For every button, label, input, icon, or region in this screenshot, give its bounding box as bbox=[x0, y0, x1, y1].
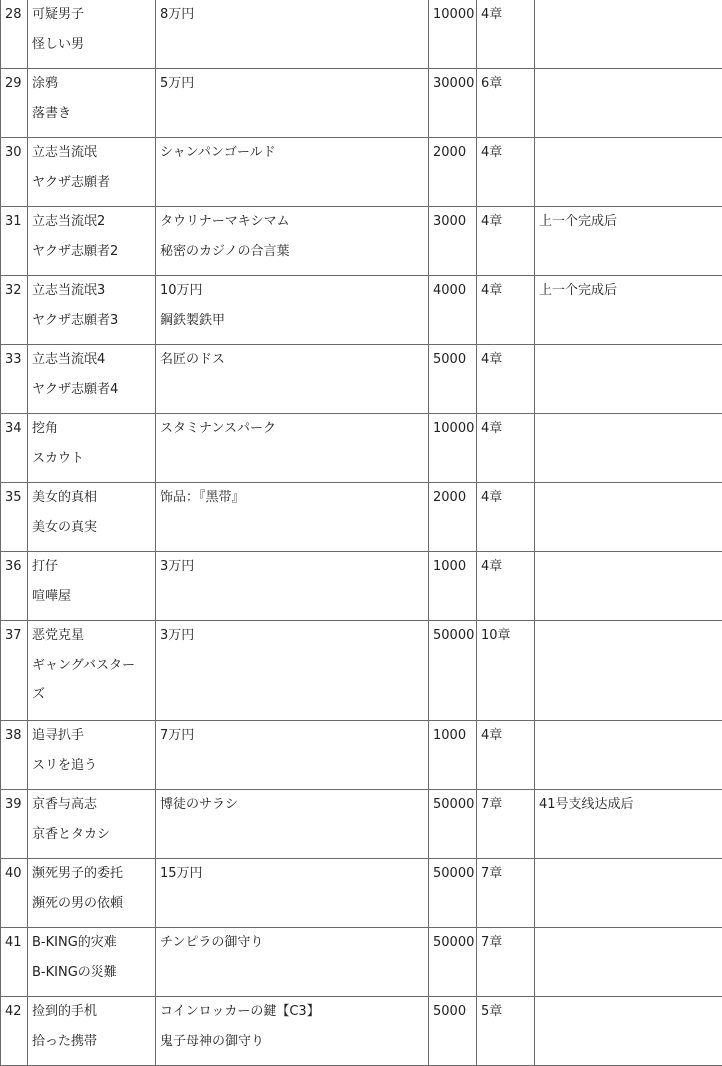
name-chinese: 追寻扒手 bbox=[32, 728, 85, 743]
reward-item: チンピラの御守り bbox=[160, 935, 264, 950]
cell-reward bbox=[156, 790, 429, 859]
name-japanese: 落書き bbox=[32, 105, 72, 121]
cell-note bbox=[535, 928, 722, 997]
substory-number: 41 bbox=[5, 935, 22, 950]
cell-note bbox=[535, 276, 722, 345]
cell-note bbox=[535, 621, 722, 721]
cell-number bbox=[1, 207, 28, 276]
cell-cost bbox=[429, 276, 477, 345]
name-japanese: 京香とタカシ bbox=[32, 826, 111, 842]
table-body bbox=[1, 0, 722, 1066]
table-row bbox=[1, 138, 722, 207]
chapter-value: 4章 bbox=[481, 421, 503, 436]
reward-item: 博徒のサラシ bbox=[160, 797, 239, 812]
name-chinese: 京香与高志 bbox=[32, 797, 98, 812]
cell-number bbox=[1, 928, 28, 997]
cost-value: 5000 bbox=[433, 352, 467, 367]
cost-value: 4000 bbox=[433, 283, 467, 298]
cell-cost bbox=[429, 790, 477, 859]
cell-chapter bbox=[477, 138, 535, 207]
table-row bbox=[1, 721, 722, 790]
name-japanese: ヤクザ志願者4 bbox=[32, 381, 119, 397]
name-japanese: ヤクザ志願者 bbox=[32, 174, 111, 190]
cell-note bbox=[535, 0, 722, 69]
table-row bbox=[1, 207, 722, 276]
name-chinese: 濒死男子的委托 bbox=[32, 866, 124, 881]
cell-note bbox=[535, 721, 722, 790]
cell-chapter bbox=[477, 345, 535, 414]
table-row bbox=[1, 483, 722, 552]
reward-item: 7万円 bbox=[160, 728, 195, 743]
table-row bbox=[1, 997, 722, 1066]
cell-note bbox=[535, 414, 722, 483]
chapter-value: 4章 bbox=[481, 7, 503, 22]
cell-note bbox=[535, 138, 722, 207]
cell-note bbox=[535, 207, 722, 276]
chapter-value: 7章 bbox=[481, 935, 503, 950]
cost-value: 30000 bbox=[433, 76, 475, 91]
reward-item: 15万円 bbox=[160, 866, 203, 881]
cost-value: 3000 bbox=[433, 214, 467, 229]
name-japanese: ズ bbox=[32, 687, 46, 702]
chapter-value: 4章 bbox=[481, 145, 503, 160]
cell-cost bbox=[429, 928, 477, 997]
reward-item: 秘密のカジノの合言葉 bbox=[160, 243, 290, 259]
substory-number: 39 bbox=[5, 797, 22, 812]
cell-reward bbox=[156, 276, 429, 345]
cost-value: 1000 bbox=[433, 728, 467, 743]
cell-chapter bbox=[477, 276, 535, 345]
cell-cost bbox=[429, 207, 477, 276]
chapter-value: 6章 bbox=[481, 76, 503, 91]
cell-number bbox=[1, 997, 28, 1066]
table-row bbox=[1, 621, 722, 721]
cell-reward bbox=[156, 997, 429, 1066]
name-chinese: 美女的真相 bbox=[32, 490, 98, 505]
cell-cost bbox=[429, 483, 477, 552]
name-japanese: 拾った携帯 bbox=[32, 1033, 98, 1049]
cell-note bbox=[535, 790, 722, 859]
chapter-value: 4章 bbox=[481, 490, 503, 505]
cost-value: 50000 bbox=[433, 866, 475, 881]
name-japanese: ギャングバスター bbox=[32, 657, 135, 673]
cell-chapter bbox=[477, 483, 535, 552]
cell-reward bbox=[156, 414, 429, 483]
cell-name bbox=[28, 69, 156, 138]
note-text: 上一个完成后 bbox=[539, 214, 618, 229]
cell-cost bbox=[429, 621, 477, 721]
cell-cost bbox=[429, 345, 477, 414]
cell-note bbox=[535, 483, 722, 552]
cell-reward bbox=[156, 621, 429, 721]
cell-note bbox=[535, 69, 722, 138]
cell-name bbox=[28, 621, 156, 721]
note-text: 上一个完成后 bbox=[539, 283, 618, 298]
cost-value: 1000 bbox=[433, 559, 467, 574]
substory-number: 35 bbox=[5, 490, 22, 505]
substory-number: 37 bbox=[5, 628, 22, 643]
name-chinese: 挖角 bbox=[32, 421, 59, 436]
cell-reward bbox=[156, 928, 429, 997]
table-row bbox=[1, 69, 722, 138]
note-text: 41号支线达成后 bbox=[539, 797, 634, 812]
cell-note bbox=[535, 997, 722, 1066]
cell-note bbox=[535, 345, 722, 414]
cell-chapter bbox=[477, 790, 535, 859]
name-japanese: ヤクザ志願者3 bbox=[32, 312, 119, 328]
cell-number bbox=[1, 138, 28, 207]
name-japanese: 美女の真実 bbox=[32, 519, 98, 535]
name-chinese: 打仔 bbox=[32, 559, 59, 574]
cell-name bbox=[28, 483, 156, 552]
cell-cost bbox=[429, 138, 477, 207]
cell-name bbox=[28, 138, 156, 207]
cell-number bbox=[1, 345, 28, 414]
reward-item: 3万円 bbox=[160, 559, 195, 574]
name-chinese: B-KING的灾难 bbox=[32, 935, 117, 950]
cell-cost bbox=[429, 997, 477, 1066]
substory-number: 42 bbox=[5, 1004, 22, 1019]
name-chinese: 立志当流氓3 bbox=[32, 283, 106, 298]
name-japanese: スリを追う bbox=[32, 757, 98, 773]
substory-number: 34 bbox=[5, 421, 22, 436]
cell-number bbox=[1, 0, 28, 69]
cell-reward bbox=[156, 69, 429, 138]
cell-chapter bbox=[477, 0, 535, 69]
cell-chapter bbox=[477, 928, 535, 997]
cell-name bbox=[28, 790, 156, 859]
cell-reward bbox=[156, 0, 429, 69]
name-japanese: ヤクザ志願者2 bbox=[32, 243, 119, 259]
table-row bbox=[1, 928, 722, 997]
chapter-value: 4章 bbox=[481, 559, 503, 574]
name-chinese: 涂鸦 bbox=[32, 76, 59, 91]
reward-item: シャンパンゴールド bbox=[160, 145, 276, 160]
cell-number bbox=[1, 790, 28, 859]
table-row bbox=[1, 0, 722, 69]
cell-name bbox=[28, 345, 156, 414]
substory-number: 33 bbox=[5, 352, 22, 367]
cost-value: 2000 bbox=[433, 145, 467, 160]
substory-number: 31 bbox=[5, 214, 22, 229]
substory-number: 28 bbox=[5, 7, 22, 22]
table-row bbox=[1, 345, 722, 414]
cost-value: 2000 bbox=[433, 490, 467, 505]
reward-item: 8万円 bbox=[160, 7, 195, 22]
cost-value: 50000 bbox=[433, 628, 475, 643]
substory-number: 40 bbox=[5, 866, 22, 881]
name-chinese: 立志当流氓 bbox=[32, 145, 98, 160]
cell-reward bbox=[156, 345, 429, 414]
cell-chapter bbox=[477, 414, 535, 483]
cell-cost bbox=[429, 414, 477, 483]
cell-number bbox=[1, 621, 28, 721]
cell-name bbox=[28, 721, 156, 790]
cell-name bbox=[28, 552, 156, 621]
cost-value: 50000 bbox=[433, 797, 475, 812]
substory-number: 29 bbox=[5, 76, 22, 91]
cell-name bbox=[28, 207, 156, 276]
cell-reward bbox=[156, 859, 429, 928]
cell-chapter bbox=[477, 69, 535, 138]
name-chinese: 捡到的手机 bbox=[32, 1004, 98, 1019]
reward-item: コインロッカーの鍵【C3】 bbox=[160, 1004, 320, 1019]
cell-name bbox=[28, 276, 156, 345]
cost-value: 50000 bbox=[433, 935, 475, 950]
reward-item: 10万円 bbox=[160, 283, 203, 298]
reward-item: 3万円 bbox=[160, 628, 195, 643]
name-japanese: スカウト bbox=[32, 450, 85, 466]
name-chinese: 立志当流氓2 bbox=[32, 214, 106, 229]
cell-chapter bbox=[477, 552, 535, 621]
table-row bbox=[1, 859, 722, 928]
reward-item: 鬼子母神の御守り bbox=[160, 1033, 265, 1049]
chapter-value: 4章 bbox=[481, 352, 503, 367]
cell-cost bbox=[429, 721, 477, 790]
cell-note bbox=[535, 552, 722, 621]
cell-chapter bbox=[477, 207, 535, 276]
reward-item: タウリナーマキシマム bbox=[160, 214, 290, 229]
name-japanese: B-KINGの災難 bbox=[32, 964, 117, 980]
cell-chapter bbox=[477, 621, 535, 721]
chapter-value: 4章 bbox=[481, 283, 503, 298]
cell-reward bbox=[156, 483, 429, 552]
reward-item: 5万円 bbox=[160, 76, 195, 91]
chapter-value: 4章 bbox=[481, 728, 503, 743]
cell-chapter bbox=[477, 859, 535, 928]
cell-name bbox=[28, 859, 156, 928]
name-japanese: 瀕死の男の依頼 bbox=[32, 895, 124, 911]
table-row bbox=[1, 414, 722, 483]
reward-item: スタミナンスパーク bbox=[160, 421, 276, 436]
substory-number: 30 bbox=[5, 145, 22, 160]
chapter-value: 5章 bbox=[481, 1004, 503, 1019]
reward-item: 饰品：『黑带』 bbox=[160, 490, 245, 505]
cost-value: 5000 bbox=[433, 1004, 467, 1019]
reward-item: 鋼鉄製鉄甲 bbox=[160, 312, 226, 328]
chapter-value: 4章 bbox=[481, 214, 503, 229]
cell-number bbox=[1, 552, 28, 621]
cell-name bbox=[28, 0, 156, 69]
substory-number: 38 bbox=[5, 728, 22, 743]
cell-cost bbox=[429, 69, 477, 138]
cost-value: 10000 bbox=[433, 421, 475, 436]
name-chinese: 恶党克星 bbox=[32, 628, 85, 643]
name-japanese: 怪しい男 bbox=[32, 36, 85, 52]
cell-cost bbox=[429, 859, 477, 928]
substory-number: 32 bbox=[5, 283, 22, 298]
cell-number bbox=[1, 721, 28, 790]
cost-value: 10000 bbox=[433, 7, 475, 22]
reward-item: 名匠のドス bbox=[160, 352, 225, 367]
cell-number bbox=[1, 276, 28, 345]
cell-cost bbox=[429, 552, 477, 621]
cell-chapter bbox=[477, 721, 535, 790]
cell-name bbox=[28, 997, 156, 1066]
cell-note bbox=[535, 859, 722, 928]
name-chinese: 可疑男子 bbox=[32, 7, 85, 22]
cell-reward bbox=[156, 552, 429, 621]
cell-reward bbox=[156, 207, 429, 276]
substory-number: 36 bbox=[5, 559, 22, 574]
table-row bbox=[1, 276, 722, 345]
name-japanese: 喧嘩屋 bbox=[32, 588, 72, 604]
cell-cost bbox=[429, 0, 477, 69]
table-row bbox=[1, 552, 722, 621]
chapter-value: 7章 bbox=[481, 797, 503, 812]
name-chinese: 立志当流氓4 bbox=[32, 352, 106, 367]
chapter-value: 7章 bbox=[481, 866, 503, 881]
cell-number bbox=[1, 859, 28, 928]
cell-number bbox=[1, 414, 28, 483]
cell-name bbox=[28, 414, 156, 483]
cell-reward bbox=[156, 721, 429, 790]
chapter-value: 10章 bbox=[481, 628, 511, 643]
table-row bbox=[1, 790, 722, 859]
cell-chapter bbox=[477, 997, 535, 1066]
cell-name bbox=[28, 928, 156, 997]
cell-reward bbox=[156, 138, 429, 207]
cell-number bbox=[1, 69, 28, 138]
cell-number bbox=[1, 483, 28, 552]
